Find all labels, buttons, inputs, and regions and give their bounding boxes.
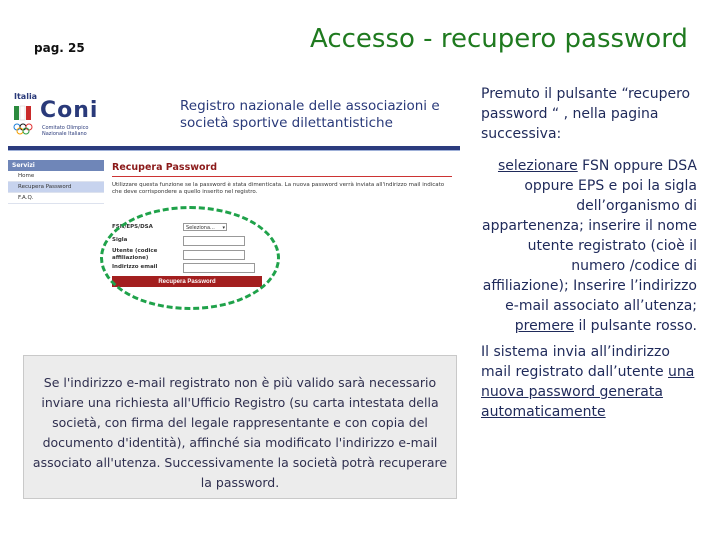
registry-title: Registro nazionale delle associazioni e società sportive dilettantistiche [180,98,440,131]
info-box [23,355,457,499]
coni-logo [10,92,99,142]
form-note: Utilizzare questa funzione se la password è stata dimenticata. La nuova password verrà inviata all'indirizzo mail indicato che deve corrispondere a quello inserito nel registro. [112,182,445,195]
instructions-final [481,342,697,422]
step-last-highlight: premere [514,318,574,334]
field-label-sigla: Sigla [112,237,128,243]
instructions-intro: Premuto il pulsante “recupero password “ , nella pagina successiva: [481,86,691,142]
form-area [112,162,452,196]
final-text: Il sistema invia all’indirizzo mail registrato dall’utente [481,344,670,380]
step-last-text: il pulsante rosso. [574,318,697,334]
logo-subtitle: Comitato Olimpico Nazionale Italiano [42,125,89,137]
page-number: pag. 25 [34,41,85,55]
chevron-down-icon: ▾ [222,225,225,231]
logo-italia-text: Italia [14,92,38,101]
olympic-rings-icon [12,96,34,142]
slide-title: Accesso - recupero password [310,24,688,54]
highlight-oval [100,206,280,310]
sidebar-item-recupera-password[interactable]: Recupera Password [8,182,104,193]
field-label-email: Indirizzo email [112,264,158,270]
fsn-select-value: Seleziona... [186,225,215,231]
info-text: Se l'indirizzo e-mail registrato non è più valido sarà necessario inviare una richiesta all'Ufficio Registro (su carta intestata della società, con firma del legale rappresentante e con copia del documento d'identità), affinché sia modificato l'indirizzo e-mail associato all'utenza. Successivamente la società potrà recuperare la password. [32,375,448,490]
field-label-utente: Utente (codice affiliazione) [112,248,158,261]
sidebar-item-home[interactable]: Home [8,171,104,182]
sidebar [8,160,104,204]
sidebar-header: Servizi [8,160,104,171]
sidebar-item-faq[interactable]: F.A.Q. [8,193,104,204]
final-underlined-text: una nuova password generata automaticamente [481,364,695,420]
form-title: Recupera Password [112,162,452,177]
instructions-column [481,84,697,422]
field-label-fsn: FSN/EPS/DSA [112,224,153,230]
recupera-password-button[interactable]: Recupera Password [112,276,262,287]
step-text: FSN oppure DSA oppure EPS e poi la sigla dell’organismo di appartenenza; inserire il nome utente registrato (cioè il numero /codice di affiliazione); Inserire l’indirizzo e-mail associato all’utenza; [482,158,697,314]
instructions-steps [481,156,697,336]
header-divider [8,150,460,151]
logo-coni-text: Coni [40,98,99,123]
step-highlight: selezionare [497,158,578,174]
